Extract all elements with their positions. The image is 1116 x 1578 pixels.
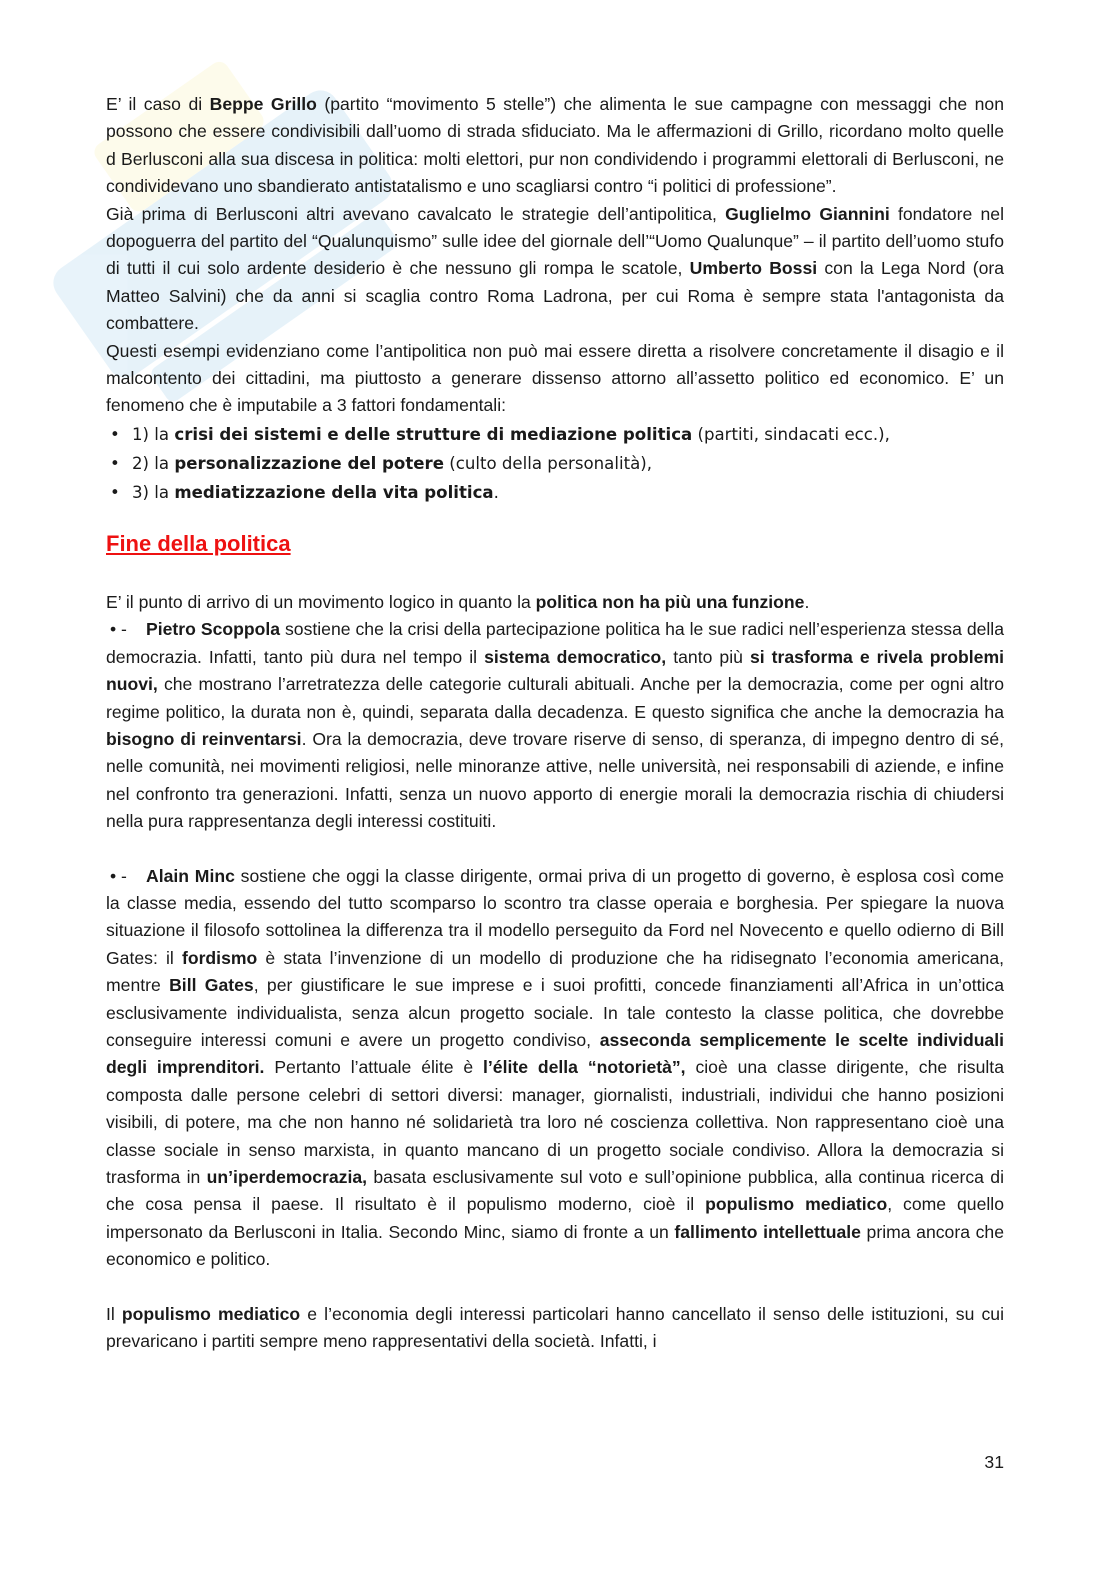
section-heading: Fine della politica	[106, 530, 291, 556]
page-number: 31	[984, 1452, 1004, 1472]
bullet-icon: •	[110, 424, 120, 444]
paragraph-grillo: E’ il caso di Beppe Grillo (partito “movimento 5 stelle”) che alimenta le sue campagne con messaggi che non possono che essere condivisibili dall’uomo di strada sfiduciato. Ma le affermazioni di Grillo, ricordano molto quelle d Berlusconi alla sua discesa in politica: molti elettori, pur non condividendo i programmi elettorali di Berlusconi, ne condividevano uno sbandierato antistatalismo e uno scagliarsi contro “i politici di professione”.	[106, 94, 1005, 197]
list-item: • 1) la crisi dei sistemi e delle strutture di mediazione politica (partiti, sindacati ecc.),	[106, 420, 1004, 449]
bullet-icon: • -	[110, 619, 127, 640]
bullet-icon: •	[110, 453, 120, 473]
bullet-icon: • -	[110, 865, 127, 886]
paragraph-giannini-bossi: Già prima di Berlusconi altri avevano cavalcato le strategie dell’antipolitica, Guglielmo Giannini fondatore nel dopoguerra del partito del “Qualunquismo” sulle idee del giornale dell’“Uomo Qualunque” – il partito dell’uomo stufo di tutti il cui solo ardente desiderio è che nessuno gli rompa le scatole, Umberto Bossi con la Lega Nord (ora Matteo Salvini) che da anni si scaglia contro Roma Ladrona, per cui Roma è sempre stata l'antagonista da combattere.	[106, 203, 1004, 334]
document-body	[106, 91, 1004, 1355]
paragraph-fine-politica: E’ il punto di arrivo di un movimento logico in quanto la politica non ha più una funzione.	[106, 591, 810, 612]
paragraph-populismo: Il populismo mediatico e l’economia degli interessi particolari hanno cancellato il senso delle istituzioni, su cui prevaricano i partiti sempre meno rappresentativi della società. Infatti, i	[106, 1303, 1004, 1352]
paragraph-scoppola: • - Pietro Scoppola sostiene che la crisi della partecipazione politica ha le sue radici nell’esperienza stessa della democrazia. Infatti, tanto più dura nel tempo il sistema democratico, tanto più si trasforma e rivela problemi nuovi, che mostrano l’arretratezza delle categorie culturali abituali. Anche per la democrazia, come per ogni altro regime politico, la durata non è, quindi, separata dalla decadenza. E questo significa che anche la democrazia ha bisogno di reinventarsi. Ora la democrazia, deve trovare riserve di senso, di speranza, di impegno dentro di sé, nelle comunità, nei movimenti religiosi, nelle minoranze attive, nelle università, nei responsabili di aziende, e infine nel confronto tra generazioni. Infatti, senza un nuovo apporto di energie morali la democrazia rischia di chiudersi nella pura rappresentanza degli interessi costituiti.	[106, 616, 1004, 835]
list-item: • 2) la personalizzazione del potere (culto della personalità),	[106, 449, 1004, 478]
paragraph-antipolitica: Questi esempi evidenziano come l’antipolitica non può mai essere diretta a risolvere concretamente il disagio e il malcontento dei cittadini, ma piuttosto a generare dissenso attorno all’assetto politico ed economico. E’ un fenomeno che è imputabile a 3 fattori fondamentali:	[106, 340, 1004, 416]
bullet-icon: •	[110, 482, 120, 502]
paragraph-minc: • - Alain Minc sostiene che oggi la classe dirigente, ormai priva di un progetto di governo, è esplosa così come la classe media, essendo del tutto scomparso lo scontro tra classe operaia e borghesia. Per spiegare la nuova situazione il filosofo sottolinea la differenza tra il modello perseguito da Ford nel Novecento e quello odierno di Bill Gates: il fordismo è stata l’invenzione di un modello di produzione che ha ridisegnato l’economia americana, mentre Bill Gates, per giustificare le sue imprese e i suoi profitti, concede finanziamenti all’Africa in un’ottica esclusivamente individualista, senza alcun progetto sociale. In tale contesto la classe politica, che dovrebbe conseguire interessi comuni e avere un progetto condiviso, asseconda semplicemente le scelte individuali degli imprenditori. Pertanto l’attuale élite è l’élite della “notorietà”, cioè una classe dirigente, che risulta composta dalle persone celebri di settori diversi: manager, giornalisti, industriali, individui che hanno posizioni visibili, di potere, ma che non hanno né solidarietà tra loro né coscienza collettiva. Non rappresentano cioè una classe sociale in senso marxista, in quanto mancano di un progetto sociale condiviso. Allora la democrazia si trasforma in un’iperdemocrazia, basata esclusivamente sul voto e sull’opinione pubblica, alla continua ricerca di che cosa pensa il paese. Il risultato è il populismo moderno, cioè il populismo mediatico, come quello impersonato da Berlusconi in Italia. Secondo Minc, siamo di fronte a un fallimento intellettuale prima ancora che economico e politico.	[106, 863, 1004, 1274]
list-item: • 3) la mediatizzazione della vita politica.	[106, 478, 1004, 507]
